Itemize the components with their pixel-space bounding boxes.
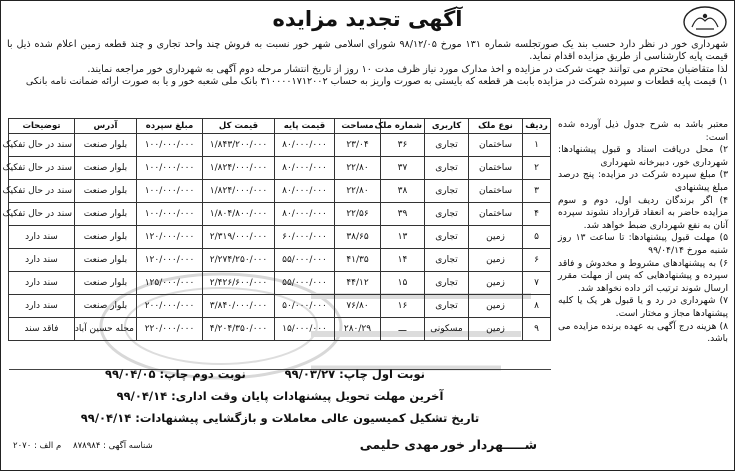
table-header-cell: مبلغ سپرده xyxy=(137,119,203,134)
table-cell: ۵۵/۰۰۰/۰۰۰ xyxy=(275,249,335,272)
table-cell: محله حسین آباد xyxy=(75,318,137,341)
table-cell: ۳۷ xyxy=(381,157,425,180)
table-header-cell: ردیف xyxy=(523,119,551,134)
table-cell: بلوار صنعت xyxy=(75,157,137,180)
conditions-text xyxy=(558,119,728,346)
condition-5: ۵) مهلت قبول پیشنهادها: تا ساعت ۱۳ روز شنبه مورخ ۹۹/۰۴/۱۴ xyxy=(558,232,728,256)
condition-6: ۶) به پیشنهادهای مشروط و مخدوش و فاقد سپرده و پیشنهادهایی که پس از مهلت مقرر ارسال شوند ترتیب اثر داده نخواهد شد. xyxy=(558,257,728,294)
table-cell: سند در حال تفکیک xyxy=(9,157,75,180)
table-cell: بلوار صنعت xyxy=(75,180,137,203)
table-cell: سند دارد xyxy=(9,272,75,295)
table-row xyxy=(9,203,551,226)
table-cell: ۲۲/۸۰ xyxy=(335,157,381,180)
table-cell: سند در حال تفکیک xyxy=(9,203,75,226)
table-cell: ۷۶/۸۰ xyxy=(335,295,381,318)
table-cell: بلوار صنعت xyxy=(75,226,137,249)
intro-text xyxy=(7,39,728,89)
table-cell: ۲۲۰/۰۰۰/۰۰۰ xyxy=(137,318,203,341)
table-cell: ۴۴/۱۲ xyxy=(335,272,381,295)
table-cell: ۳ xyxy=(523,180,551,203)
table-cell: زمین xyxy=(469,249,523,272)
table-cell: تجاری xyxy=(425,272,469,295)
table-cell: ۲/۳۱۹/۰۰۰/۰۰۰ xyxy=(203,226,275,249)
table-cell: ۴/۲۰۴/۳۵۰/۰۰۰ xyxy=(203,318,275,341)
table-cell: تجاری xyxy=(425,295,469,318)
table-cell: ۱۶ xyxy=(381,295,425,318)
table-cell: ۸۰/۰۰۰/۰۰۰ xyxy=(275,203,335,226)
intro-line-2: لذا متقاضیان محترم می توانند جهت شرکت در مزایده و اخذ مدارک مورد نیاز ظرف مدت ۱۰ روز از تاریخ انتشار مرحله دوم آگهی به شهرداری خور مراجعه نمایند. xyxy=(87,63,728,75)
table-cell: ۴۱/۳۵ xyxy=(335,249,381,272)
table-cell: ۱۲۵/۰۰۰/۰۰۰ xyxy=(137,272,203,295)
table-header-cell: کاربری xyxy=(425,119,469,134)
table-cell: ۶ xyxy=(523,249,551,272)
table-cell: سند در حال تفکیک xyxy=(9,180,75,203)
table-header-cell: مساحت xyxy=(335,119,381,134)
table-body xyxy=(2,134,551,341)
table-header-cell: نوع ملک xyxy=(469,119,523,134)
table-cell: ۸۰/۰۰۰/۰۰۰ xyxy=(275,134,335,157)
table-cell: ۱۰۰/۰۰۰/۰۰۰ xyxy=(137,203,203,226)
table-header-cell: آدرس xyxy=(75,119,137,134)
table-cell: ۵۰/۰۰۰/۰۰۰ xyxy=(275,295,335,318)
table-cell: بلوار صنعت xyxy=(75,134,137,157)
condition-2: ۲) محل دریافت اسناد و قبول پیشنهادها: شهرداری خور، دبیرخانه شهرداری xyxy=(558,144,728,168)
intro-line-1: شهرداری خور در نظر دارد حسب بند یک صورتجلسه شماره ۱۳۱ مورخ ۹۸/۱۲/۰۵ شورای اسلامی شهر خور نسبت به فروش چند واحد تجاری و چند قطعه زمین اعلام شده ذیل با قیمت پایه کارشناسی از طریق مزایده اقدام نماید. xyxy=(7,39,728,63)
table-cell: ۵۵/۰۰۰/۰۰۰ xyxy=(275,272,335,295)
table-cell: ۳۹ xyxy=(381,203,425,226)
table-row xyxy=(9,318,551,341)
table-cell: ۲۲/۵۶ xyxy=(335,203,381,226)
table-cell: ۱/۸۲۴/۰۰۰/۰۰۰ xyxy=(203,157,275,180)
table-cell: ۱۲۰/۰۰۰/۰۰۰ xyxy=(137,226,203,249)
table-cell: ۲۳/۰۴ xyxy=(335,134,381,157)
ad-code: م الف : ۲۰۷۰ xyxy=(13,441,62,451)
table-cell: ۸ xyxy=(523,295,551,318)
table-row xyxy=(9,180,551,203)
table-cell: ۱۵/۰۰۰/۰۰۰ xyxy=(275,318,335,341)
table-cell: ۳۸/۶۵ xyxy=(335,226,381,249)
table-cell: ۲ xyxy=(523,157,551,180)
table-header-cell: توضیحات xyxy=(9,119,75,134)
table-header-row xyxy=(9,119,551,134)
table-cell: ۳۶ xyxy=(381,134,425,157)
table-cell: ۳۸ xyxy=(381,180,425,203)
table-cell: زمین xyxy=(469,295,523,318)
table-cell: ۱۲۰/۰۰۰/۰۰۰ xyxy=(137,249,203,272)
second-print-date: نوبت دوم چاپ: ۹۹/۰۴/۰۵ xyxy=(105,367,246,381)
table-cell: ۳/۸۴۰/۰۰۰/۰۰۰ xyxy=(203,295,275,318)
table-cell: تجاری xyxy=(425,180,469,203)
table-cell: ساختمان xyxy=(469,203,523,226)
table-cell: ۱ xyxy=(523,134,551,157)
table-cell: ۲/۲۷۴/۲۵۰/۰۰۰ xyxy=(203,249,275,272)
properties-table-wrap xyxy=(2,118,551,341)
footer xyxy=(9,361,551,465)
table-cell: ۲۰۰/۰۰۰/۰۰۰ xyxy=(137,295,203,318)
table-row xyxy=(9,226,551,249)
table-cell: تجاری xyxy=(425,157,469,180)
table-cell: ۶۰/۰۰۰/۰۰۰ xyxy=(275,226,335,249)
table-cell: ساختمان xyxy=(469,134,523,157)
table-cell: ۲۸۰/۲۹ xyxy=(335,318,381,341)
table-cell: سند دارد xyxy=(9,226,75,249)
table-row xyxy=(9,295,551,318)
table-cell: ۸۰/۰۰۰/۰۰۰ xyxy=(275,157,335,180)
table-cell: ۹ xyxy=(523,318,551,341)
table-cell: ۱۳ xyxy=(381,226,425,249)
condition-7: ۷) شهرداری در رد و یا قبول هر یک یا کلیه پیشنهادها مجاز و مختار است. xyxy=(558,295,728,319)
table-header-cell: قیمت پایه xyxy=(275,119,335,134)
table-cell: تجاری xyxy=(425,134,469,157)
submission-deadline: آخرین مهلت تحویل پیشنهادات پایان وقت اداری: ۹۹/۰۴/۱۴ xyxy=(116,389,444,403)
table-cell: ۴ xyxy=(523,203,551,226)
table-cell: ۱۰۰/۰۰۰/۰۰۰ xyxy=(137,180,203,203)
table-cell: ۵ xyxy=(523,226,551,249)
table-cell: تجاری xyxy=(425,203,469,226)
table-cell: ۱/۸۰۴/۸۰۰/۰۰۰ xyxy=(203,203,275,226)
table-cell: مسکونی xyxy=(425,318,469,341)
table-row xyxy=(9,134,551,157)
table-cell: سند دارد xyxy=(9,295,75,318)
table-cell: ۷ xyxy=(523,272,551,295)
table-cell: تجاری xyxy=(425,249,469,272)
table-header-cell: قیمت کل xyxy=(203,119,275,134)
condition-3: ۳) مبلغ سپرده شرکت در مزایده: پنج درصد مبلغ پیشنهادی xyxy=(558,169,728,193)
intro-line-3: ۱) قیمت پایه قطعات و سپرده شرکت در مزایده بابت هر قطعه که بایستی به صورت واریز به حساب ۳۱۰۰۰۰۱۷۱۲۰۰۲ بانک ملی شعبه خور و یا به صورت ارائه ضمانت نامه بانکی xyxy=(25,76,728,88)
table-header-cell: شماره ملک xyxy=(381,119,425,134)
table-cell: سند دارد xyxy=(9,249,75,272)
table-cell: بلوار صنعت xyxy=(75,272,137,295)
properties-table xyxy=(2,118,551,341)
table-cell: فاقد سند xyxy=(9,318,75,341)
table-cell: ۱۵ xyxy=(381,272,425,295)
page-title: آگهی تجدید مزایده xyxy=(272,7,463,31)
table-cell: ۱/۸۲۴/۰۰۰/۰۰۰ xyxy=(203,180,275,203)
commission-date: تاریخ تشکیل کمیسیون عالی معاملات و بازگشایی پیشنهادات: ۹۹/۰۴/۱۴ xyxy=(80,411,480,425)
table-cell: بلوار صنعت xyxy=(75,295,137,318)
table-row xyxy=(9,157,551,180)
signer-name: مهدی حلیمی xyxy=(359,437,439,452)
table-cell: ۱۰۰/۰۰۰/۰۰۰ xyxy=(137,134,203,157)
signer-title: شـــــهردار خور xyxy=(441,437,537,452)
table-cell: زمین xyxy=(469,318,523,341)
condition-8: ۸) هزینه درج آگهی به عهده برنده مزایده می باشد. xyxy=(558,320,728,345)
table-cell: ۲۲/۸۰ xyxy=(335,180,381,203)
table-cell: بلوار صنعت xyxy=(75,249,137,272)
table-cell: ۱۴ xyxy=(381,249,425,272)
table-cell: ۱/۸۴۳/۲۰۰/۰۰۰ xyxy=(203,134,275,157)
table-cell: ۱۰۰/۰۰۰/۰۰۰ xyxy=(137,157,203,180)
table-cell: ۲/۴۲۶/۶۰۰/۰۰۰ xyxy=(203,272,275,295)
table-cell: ۸۰/۰۰۰/۰۰۰ xyxy=(275,180,335,203)
table-cell: تجاری xyxy=(425,226,469,249)
table-cell: ـــ xyxy=(381,318,425,341)
first-print-date: نوبت اول چاپ: ۹۹/۰۳/۲۷ xyxy=(284,367,425,381)
table-row xyxy=(9,249,551,272)
table-cell: زمین xyxy=(469,226,523,249)
table-cell: ساختمان xyxy=(469,180,523,203)
table-cell: بلوار صنعت xyxy=(75,203,137,226)
table-cell: زمین xyxy=(469,272,523,295)
condition-4: ۴) اگر برندگان ردیف اول، دوم و سوم مزایده حاضر به انعقاد قرارداد نشوند سپرده آنان به نفع شهرداری ضبط خواهد شد. xyxy=(558,194,728,231)
ad-id: شناسه آگهی : ۸۷۸۹۸۴ xyxy=(73,441,153,451)
table-cell: ساختمان xyxy=(469,157,523,180)
table-row xyxy=(9,272,551,295)
table-cell: سند در حال تفکیک xyxy=(9,134,75,157)
condition-0: معتبر باشد به شرح جدول ذیل آورده شده است: xyxy=(558,119,728,143)
